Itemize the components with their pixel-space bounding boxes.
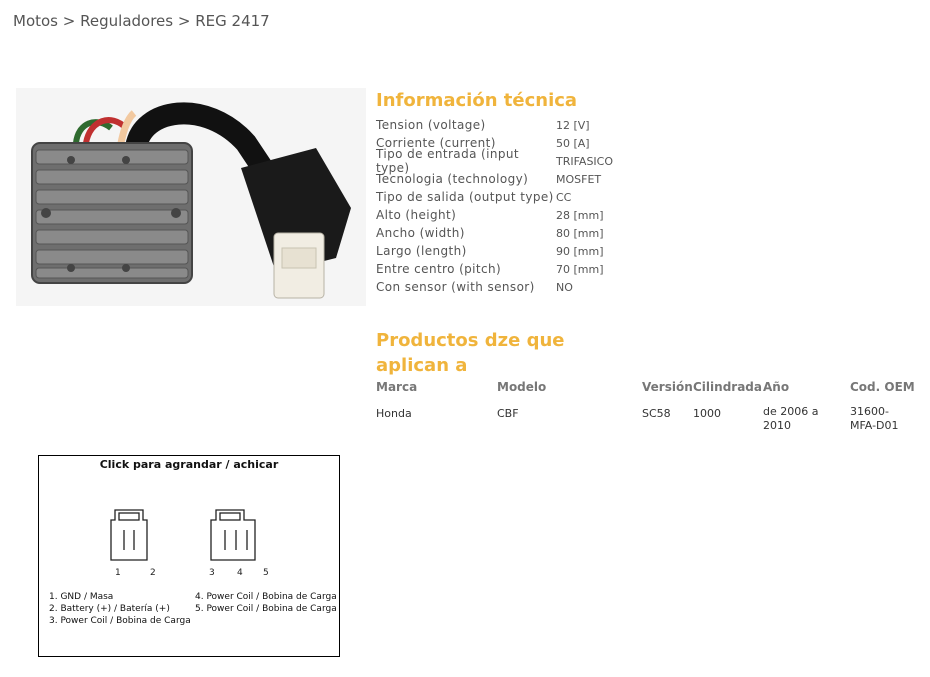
tech-info-row xyxy=(376,116,613,134)
tech-info-value: 90 [mm] xyxy=(556,244,604,258)
tech-info-row xyxy=(376,206,613,224)
product-photo xyxy=(16,88,366,306)
products-header-cell: Cod. OEM xyxy=(850,380,915,394)
tech-info-row xyxy=(376,170,613,188)
breadcrumb-current: REG 2417 xyxy=(195,12,270,30)
products-header-cell: Modelo xyxy=(497,380,547,394)
pin-label: 1 xyxy=(115,568,121,578)
legend-item: 5. Power Coil / Bobina de Carga xyxy=(195,604,337,614)
regulator-illustration xyxy=(16,88,366,306)
tech-info-label: Tipo de entrada (input type) xyxy=(376,147,519,175)
tech-info-row xyxy=(376,147,614,175)
tech-info-value: 80 [mm] xyxy=(556,226,604,240)
tech-info-row xyxy=(376,188,613,206)
tech-info-value: MOSFET xyxy=(556,172,602,186)
breadcrumb-separator: > xyxy=(177,12,191,30)
tech-info-value: 28 [mm] xyxy=(556,208,604,222)
tech-info-label: Tipo de salida (output type) xyxy=(376,190,554,204)
pin-label: 5 xyxy=(263,568,269,578)
pin-label: 2 xyxy=(150,568,156,578)
tech-info-value: TRIFASICO xyxy=(556,154,614,168)
tech-info-value: 70 [mm] xyxy=(556,262,604,276)
breadcrumb xyxy=(13,12,270,30)
breadcrumb-reguladores[interactable]: Reguladores xyxy=(80,12,174,30)
tech-info-row xyxy=(376,260,613,278)
diagram-caption: Click para agrandar / achicar xyxy=(99,458,279,471)
legend-right xyxy=(195,591,337,615)
legend-item: 3. Power Coil / Bobina de Carga xyxy=(49,616,191,626)
products-header-cell: Año xyxy=(763,380,790,394)
products-header-cell: Cilindrada xyxy=(693,380,762,394)
breadcrumb-separator: > xyxy=(62,12,76,30)
tech-info-label: Corriente (current) xyxy=(376,136,496,150)
legend-item: 4. Power Coil / Bobina de Carga xyxy=(195,592,337,602)
pin-label: 3 xyxy=(209,568,215,578)
products-cell: 1000 xyxy=(693,407,721,420)
tech-info-row xyxy=(376,224,613,242)
breadcrumb-motos[interactable]: Motos xyxy=(13,12,58,30)
products-cell: 31600-MFA-D01 xyxy=(850,405,899,432)
tech-info-label: Ancho (width) xyxy=(376,226,465,240)
tech-info-label: Largo (length) xyxy=(376,244,467,258)
legend-left xyxy=(49,591,191,627)
products-cell: CBF xyxy=(497,407,519,420)
tech-info-label: Con sensor (with sensor) xyxy=(376,280,535,294)
tech-info-row xyxy=(376,278,613,296)
products-title: Productos dze que aplican a xyxy=(376,330,565,376)
tech-info-title: Información técnica xyxy=(376,90,578,111)
products-header-cell: Marca xyxy=(376,380,418,394)
pin-label: 4 xyxy=(237,568,243,578)
products-cell: Honda xyxy=(376,407,412,420)
products-header-cell: Versión xyxy=(642,380,693,394)
tech-info-value: 50 [A] xyxy=(556,136,590,150)
wiring-diagram[interactable] xyxy=(38,455,340,657)
tech-info-label: Alto (height) xyxy=(376,208,457,222)
tech-info-table xyxy=(376,116,613,296)
tech-info-label: Tension (voltage) xyxy=(376,118,486,132)
legend-item: 1. GND / Masa xyxy=(49,592,114,602)
tech-info-value: CC xyxy=(556,190,572,204)
products-cell: SC58 xyxy=(642,407,671,420)
tech-info-label: Tecnologia (technology) xyxy=(376,172,529,186)
tech-info-row xyxy=(376,242,613,260)
products-cell: de 2006 a 2010 xyxy=(763,405,819,432)
tech-info-label: Entre centro (pitch) xyxy=(376,262,502,276)
tech-info-value: 12 [V] xyxy=(556,118,590,132)
tech-info-value: NO xyxy=(556,280,573,294)
legend-item: 2. Battery (+) / Batería (+) xyxy=(49,604,170,614)
